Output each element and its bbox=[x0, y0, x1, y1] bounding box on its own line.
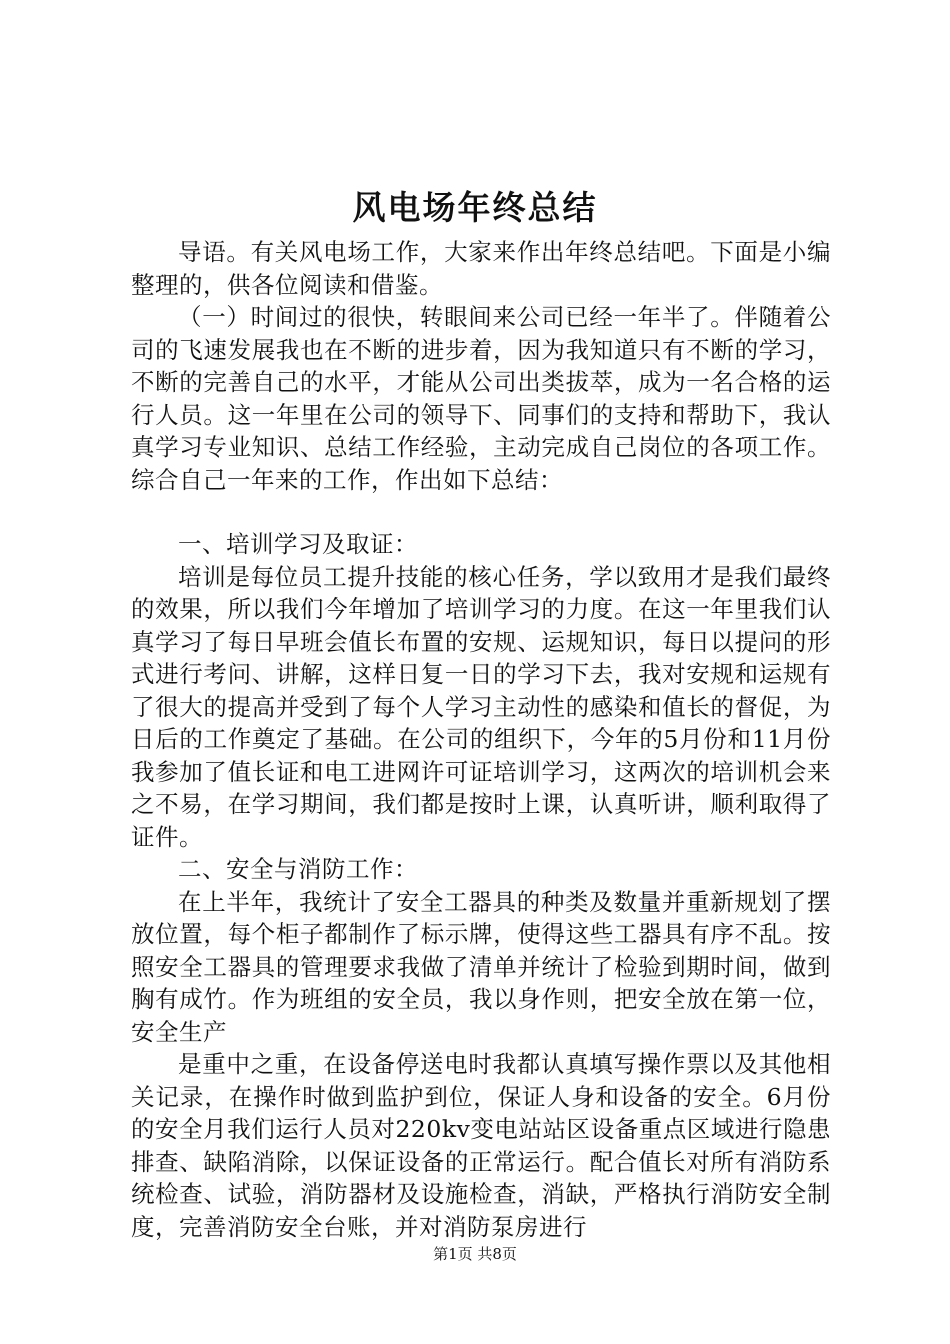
section-heading-safety: 二、安全与消防工作： bbox=[178, 855, 418, 883]
intro-paragraph: 导语。有关风电场工作，大家来作出年终总结吧。下面是小编整理的，供各位阅读和借鉴。 bbox=[131, 238, 831, 299]
page-footer: 第1页 共8页 bbox=[433, 1245, 517, 1263]
overview-paragraph: （一）时间过的很快，转眼间来公司已经一年半了。伴随着公司的飞速发展我也在不断的进步着，因为我知道只有不断的学习，不断的完善自己的水平，才能从公司出类拔萃，成为一名合格的运行人员。这一年里在公司的领导下、同事们的支持和帮助下，我认真学习专业知识、总结工作经验，主动完成自己岗位的各项工作。综合自己一年来的工作，作出如下总结： bbox=[131, 303, 831, 494]
document-body bbox=[131, 236, 831, 1243]
safety-paragraph-2: 是重中之重，在设备停送电时我都认真填写操作票以及其他相关记录，在操作时做到监护到位，保证人身和设备的安全。6月份的安全月我们运行人员对220kv变电站站区设备重点区域进行隐患排查、缺陷消除，以保证设备的正常运行。配合值长对所有消防系统检查、试验，消防器材及设施检查，消缺，严格执行消防安全制度，完善消防安全台账，并对消防泵房进行 bbox=[131, 1050, 831, 1241]
safety-paragraph-1: 在上半年，我统计了安全工器具的种类及数量并重新规划了摆放位置，每个柜子都制作了标示牌，使得这些工器具有序不乱。按照安全工器具的管理要求我做了清单并统计了检验到期时间，做到胸有成竹。作为班组的安全员，我以身作则，把安全放在第一位，安全生产 bbox=[131, 887, 831, 1046]
document-title: 风电场年终总结 bbox=[352, 188, 598, 227]
section-heading-training: 一、培训学习及取证： bbox=[178, 530, 418, 558]
training-paragraph: 培训是每位员工提升技能的核心任务，学以致用才是我们最终的效果，所以我们今年增加了培训学习的力度。在这一年里我们认真学习了每日早班会值长布置的安规、运规知识，每日以提问的形式进行考问、讲解，这样日复一日的学习下去，我对安规和运规有了很大的提高并受到了每个人学习主动性的感染和值长的督促，为日后的工作奠定了基础。在公司的组织下，今年的5月份和11月份我参加了值长证和电工进网许可证培训学习，这两次的培训机会来之不易，在学习期间，我们都是按时上课，认真听讲，顺利取得了证件。 bbox=[131, 562, 831, 851]
